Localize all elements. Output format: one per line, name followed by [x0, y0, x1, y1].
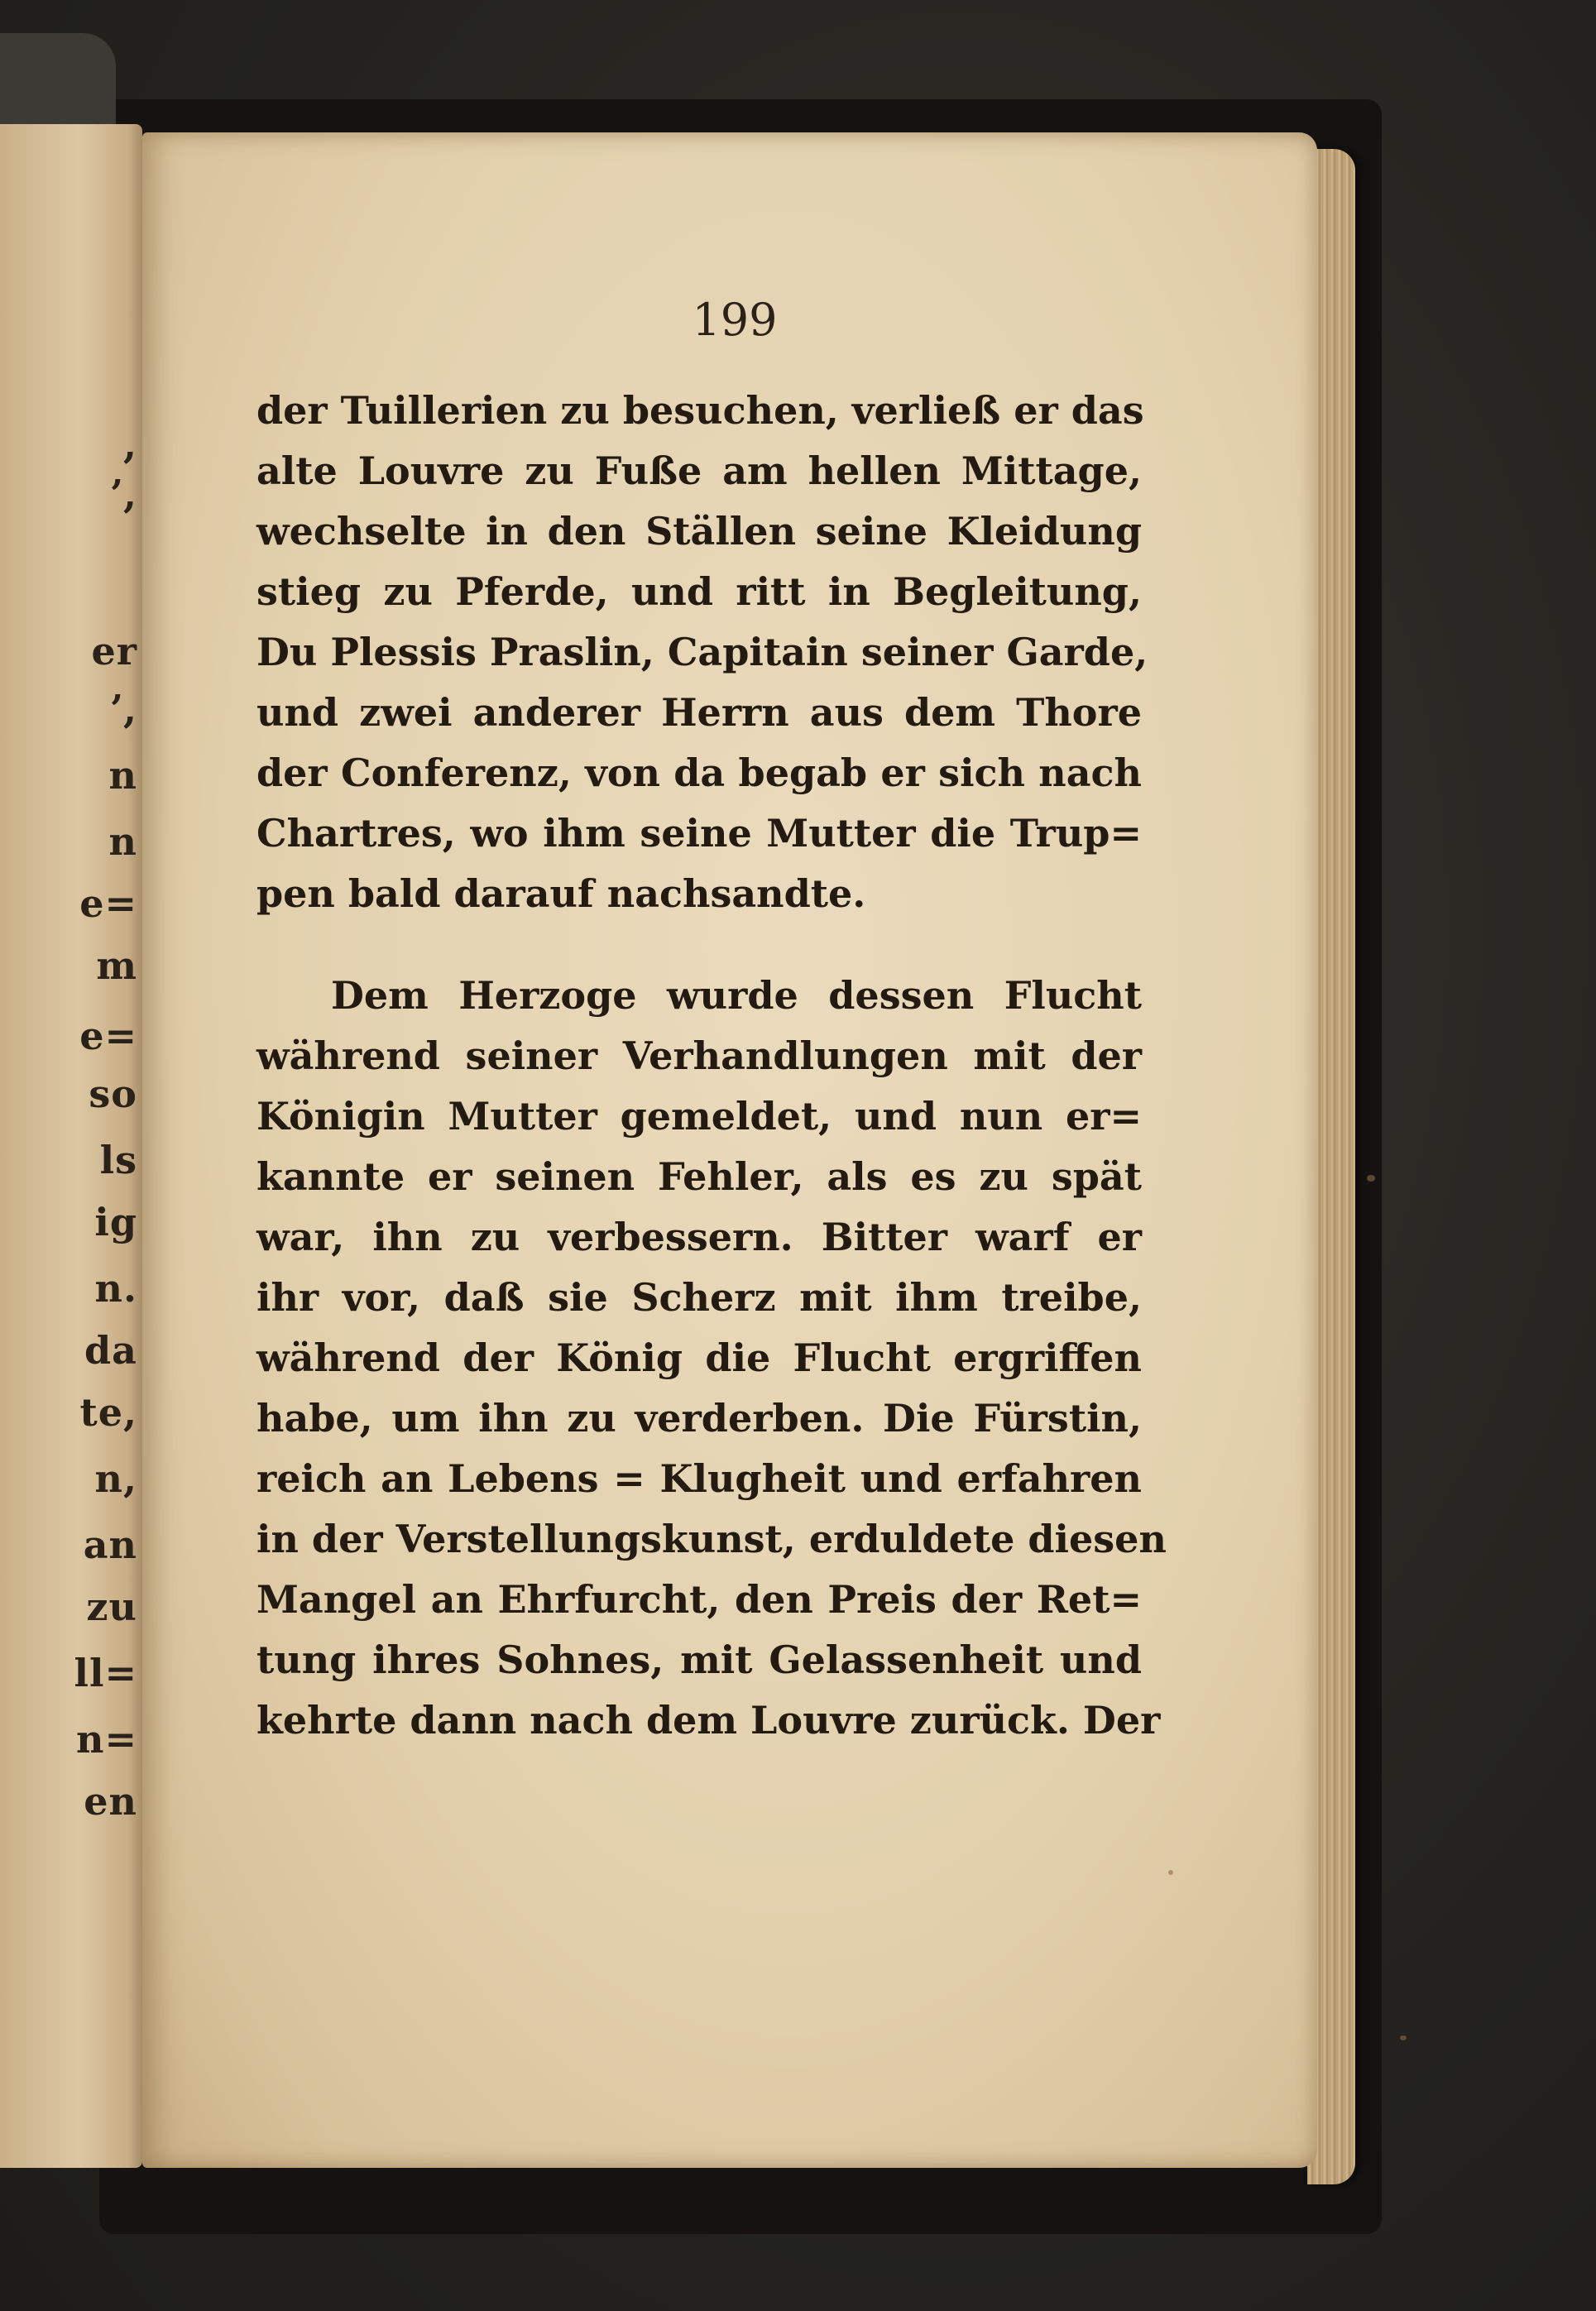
text-line: war, ihn zu verbessern. Bitter warf er: [256, 1215, 1142, 1259]
text-line: während der König die Flucht ergriffen: [256, 1335, 1142, 1380]
text-line: habe, um ihn zu verderben. Die Fürstin,: [256, 1396, 1142, 1441]
facing-page-line-fragment: n=: [76, 1717, 137, 1762]
text-line: Du Plessis Praslin, Capitain seiner Garde,: [256, 630, 1148, 674]
body-text: [256, 381, 1167, 1751]
facing-page-line-fragment: e=: [79, 1014, 137, 1058]
text-line: in der Verstellungskunst, erduldete diesen: [256, 1517, 1167, 1561]
facing-page-line-fragment: n.: [94, 1266, 137, 1311]
facing-page-line-fragment: en: [84, 1779, 137, 1824]
facing-page-line-fragment: er: [91, 629, 137, 674]
page-number: 199: [692, 294, 778, 346]
text-line: tung ihres Sohnes, mit Gelassenheit und: [256, 1637, 1142, 1682]
facing-page: [0, 124, 142, 2168]
facing-page-line-fragment: zu: [86, 1585, 137, 1629]
text-line: alte Louvre zu Fuße am hellen Mittage,: [256, 448, 1142, 493]
paragraph-gap: [256, 924, 1142, 966]
paper-stain: [1400, 2035, 1407, 2040]
text-line: kehrte dann nach dem Louvre zurück. Der: [256, 1698, 1161, 1743]
facing-page-line-fragment: m: [96, 943, 137, 988]
facing-page-corner-shadow: [0, 33, 116, 124]
facing-page-line-fragment: ,: [122, 422, 137, 467]
facing-page-line-fragment: ls: [99, 1138, 137, 1182]
text-line: während seiner Verhandlungen mit der: [256, 1033, 1142, 1078]
text-line: ihr vor, daß sie Scherz mit ihm treibe,: [256, 1275, 1142, 1320]
text-line: und zwei anderer Herrn aus dem Thore: [256, 690, 1142, 735]
facing-page-line-fragment: ll=: [74, 1651, 137, 1695]
facing-page-line-fragment: da: [84, 1328, 137, 1373]
text-line: pen bald darauf nachsandte.: [256, 871, 866, 916]
text-line: stieg zu Pferde, und ritt in Begleitung,: [256, 569, 1142, 614]
text-line: Chartres, wo ihm seine Mutter die Trup=: [256, 811, 1142, 856]
facing-page-line-fragment: an: [83, 1522, 137, 1567]
text-line: der Conferenz, von da begab er sich nach: [256, 750, 1142, 795]
paper-stain: [1168, 1870, 1173, 1875]
facing-page-line-fragment: n: [108, 753, 137, 798]
facing-page-line-fragment: e=: [79, 881, 137, 926]
facing-page-line-fragment: te,: [79, 1390, 137, 1435]
book-page: [142, 132, 1317, 2168]
facing-page-line-fragment: ʼ,: [108, 472, 137, 516]
text-line: kannte er seinen Fehler, als es zu spät: [256, 1154, 1142, 1199]
paragraph-2: [256, 966, 1167, 1751]
text-line: wechselte in den Ställen seine Kleidung: [256, 509, 1142, 554]
text-line: Dem Herzoge wurde dessen Flucht: [331, 973, 1142, 1018]
facing-page-line-fragment: so: [89, 1072, 137, 1116]
facing-page-line-fragment: n,: [94, 1456, 137, 1501]
facing-page-line-fragment: n: [108, 819, 137, 864]
text-line: der Tuillerien zu besuchen, verließ er das: [256, 388, 1144, 433]
paragraph-1: [256, 381, 1148, 924]
text-line: Mangel an Ehrfurcht, den Preis der Ret=: [256, 1577, 1142, 1622]
facing-page-line-fragment: ʼ,: [108, 687, 137, 731]
facing-page-line-fragment: ig: [94, 1200, 137, 1244]
text-line: reich an Lebens = Klugheit und erfahren: [256, 1456, 1142, 1501]
paper-stain: [1367, 1175, 1375, 1182]
text-line: Königin Mutter gemeldet, und nun er=: [256, 1094, 1142, 1139]
